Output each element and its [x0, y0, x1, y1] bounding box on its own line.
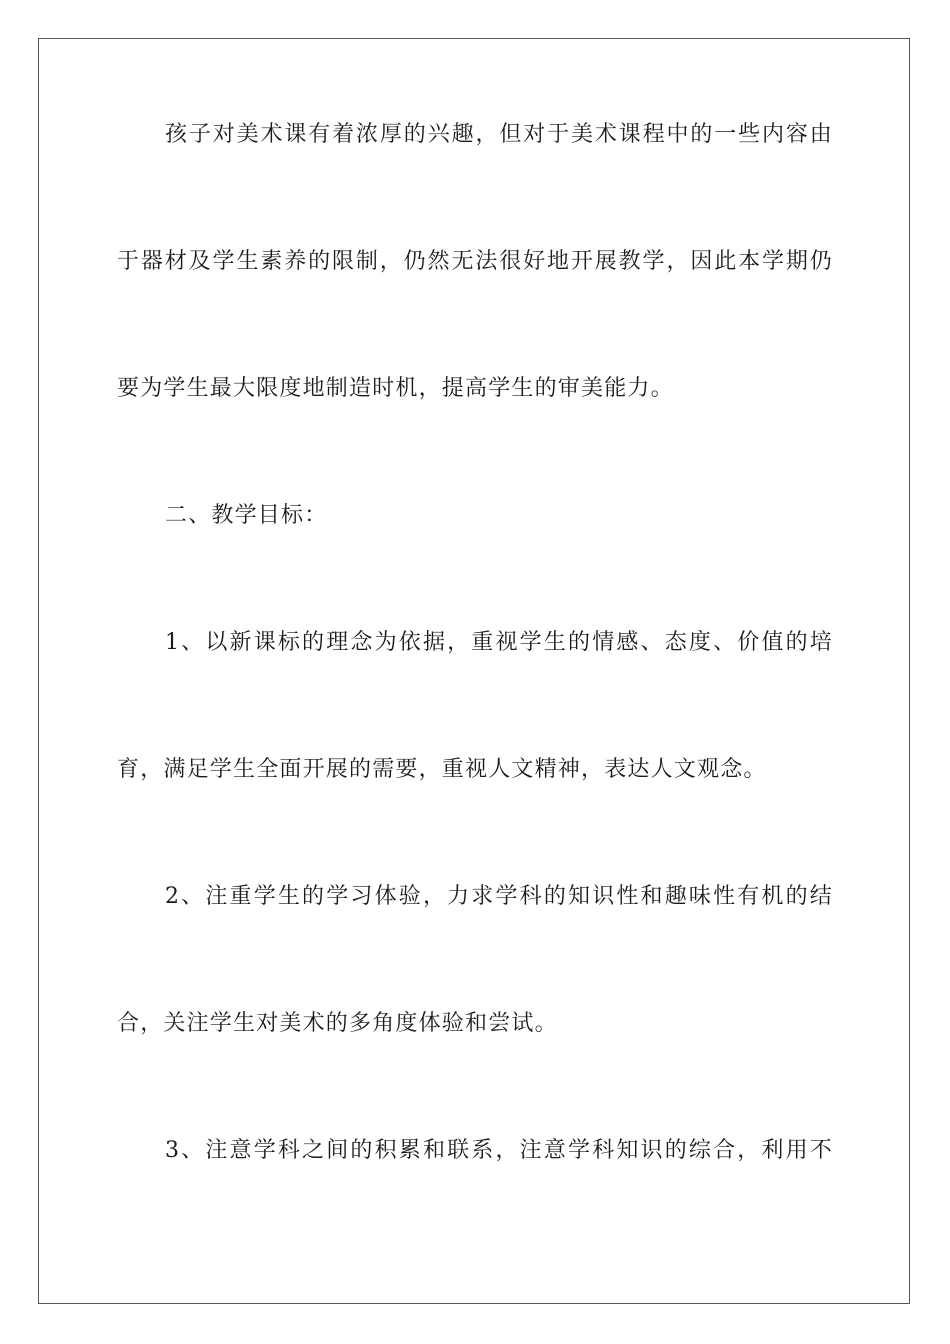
- section-heading: 二、教学目标：: [165, 503, 328, 528]
- document-body: [117, 120, 833, 1263]
- paragraph-line: 孩子对美术课有着浓厚的兴趣，但对于美术课程中的一些内容由: [165, 122, 833, 147]
- paragraph-line: 育，满足学生全面开展的需要，重视人文精神，表达人文观念。: [117, 757, 767, 782]
- paragraph-line: 要为学生最大限度地制造时机，提高学生的审美能力。: [117, 376, 674, 401]
- paragraph-line: 2、注重学生的学习体验，力求学科的知识性和趣味性有机的结: [165, 884, 833, 909]
- paragraph-line: 于器材及学生素养的限制，仍然无法很好地开展教学，因此本学期仍: [117, 249, 833, 274]
- paragraph-line: 1、以新课标的理念为依据，重视学生的情感、态度、价值的培: [165, 630, 833, 655]
- paragraph-line: 合，关注学生对美术的多角度体验和尝试。: [117, 1011, 558, 1036]
- paragraph-line: 3、注意学科之间的积累和联系，注意学科知识的综合，利用不: [165, 1138, 833, 1163]
